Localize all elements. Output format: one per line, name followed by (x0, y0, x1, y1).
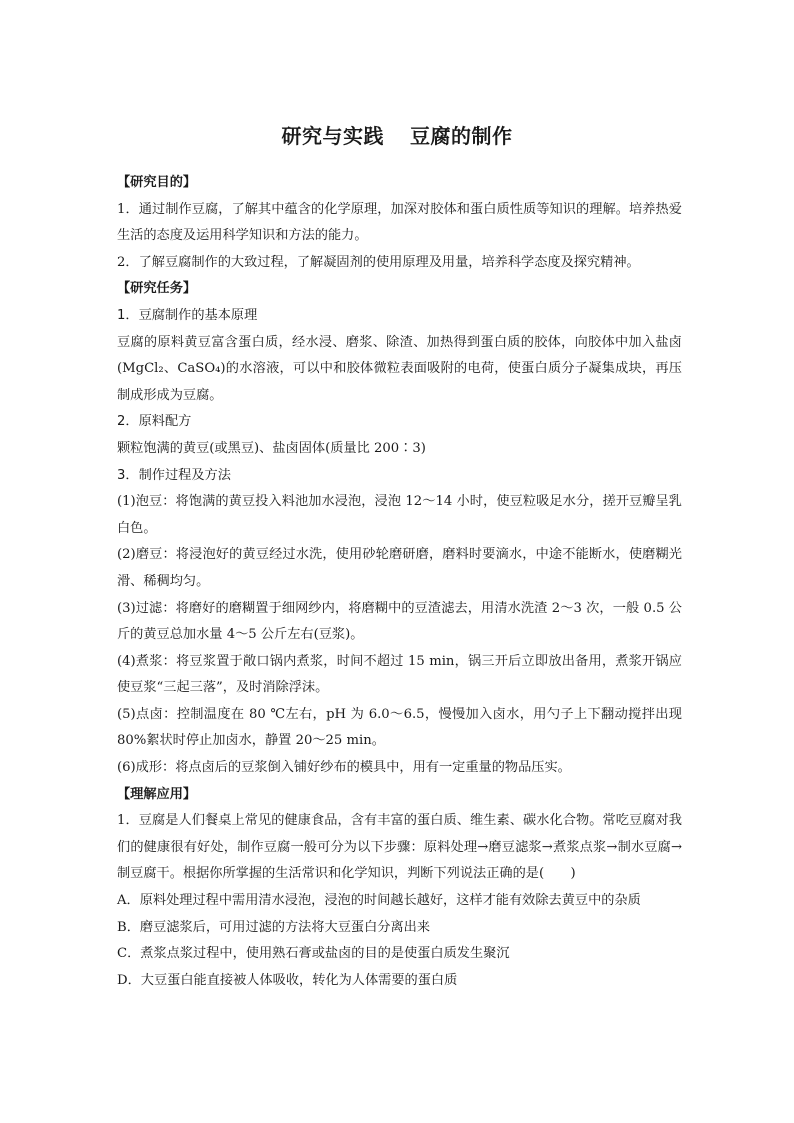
purpose-item-1: 1．通过制作豆腐，了解其中蕴含的化学原理，加深对胶体和蛋白质性质等知识的理解。培养热爱生活的态度及运用科学知识和方法的能力。 (117, 201, 682, 244)
task-heading: 【研究任务】 (117, 281, 197, 297)
principle-text: 豆腐的原料黄豆富含蛋白质，经水浸、磨浆、除渣、加热得到蛋白质的胶体，向胶体中加入盐卤(MgCl₂、CaSO₄)的水溶液，可以中和胶体微粒表面吸附的电荷，使蛋白质分子凝集成块，再压制成形成为豆腐。 (117, 334, 682, 403)
recipe-text: 颗粒饱满的黄豆(或黑豆)、盐卤固体(质量比 200∶3) (117, 440, 426, 456)
application-heading: 【理解应用】 (117, 786, 197, 802)
purpose-item-2: 2．了解豆腐制作的大致过程，了解凝固剂的使用原理及用量，培养科学态度及探究精神。 (117, 254, 640, 270)
option-d: D．大豆蛋白能直接被人体吸收，转化为人体需要的蛋白质 (117, 972, 458, 988)
process-title: 3．制作过程及方法 (117, 467, 231, 483)
principle-title: 1．豆腐制作的基本原理 (117, 307, 258, 323)
purpose-heading: 【研究目的】 (117, 175, 197, 190)
application-question: 1．豆腐是人们餐桌上常见的健康食品，含有丰富的蛋白质、维生素、碳水化合物。常吃豆腐对我们的健康很有好处，制作豆腐一般可分为以下步骤：原料处理→磨豆滤浆→煮浆点浆→制水豆腐→制豆腐干。根据你所掌握的生活常识和化学知识，判断下列说法正确的是( ) (117, 813, 682, 882)
process-step-6: (6)成形：将点卤后的豆浆倒入铺好纱布的模具中，用有一定重量的物品压实。 (117, 760, 571, 776)
recipe-title: 2．原料配方 (117, 414, 192, 430)
option-b: B．磨豆滤浆后，可用过滤的方法将大豆蛋白分离出来 (117, 919, 431, 935)
process-step-3: (3)过滤：将磨好的磨糊置于细网纱内，将磨糊中的豆渣滤去，用清水洗渣 2～3 次，一般 0.5 公斤的黄豆总加水量 4～5 公斤左右(豆浆)。 (117, 600, 682, 643)
option-a: A．原料处理过程中需用清水浸泡，浸泡的时间越长越好，这样才能有效除去黄豆中的杂质 (117, 893, 641, 909)
title-part1: 研究与实践 (281, 124, 384, 148)
process-step-5: (5)点卤：控制温度在 80 ℃左右，pH 为 6.0～6.5，慢慢加入卤水，用勺子上下翻动搅拌出现 80%絮状时停止加卤水，静置 20～25 min。 (117, 706, 682, 749)
process-step-2: (2)磨豆：将浸泡好的黄豆经过水洗，使用砂轮磨研磨，磨料时要滴水，中途不能断水，使磨糊光滑、稀稠均匀。 (117, 547, 682, 589)
process-step-1: (1)泡豆：将饱满的黄豆投入料池加水浸泡，浸泡 12～14 小时，使豆粒吸足水分，搓开豆瓣呈乳白色。 (117, 494, 682, 536)
document-body (117, 170, 682, 994)
process-step-4: (4)煮浆：将豆浆置于敞口锅内煮浆，时间不超过 15 min，锅三开后立即放出备用，煮浆开锅应使豆浆“三起三落”，及时消除浮沫。 (117, 653, 682, 696)
title-part2: 豆腐的制作 (410, 124, 513, 148)
option-c: C．煮浆点浆过程中，使用熟石膏或盐卤的目的是使蛋白质发生聚沉 (117, 946, 510, 962)
page-title (0, 120, 794, 149)
